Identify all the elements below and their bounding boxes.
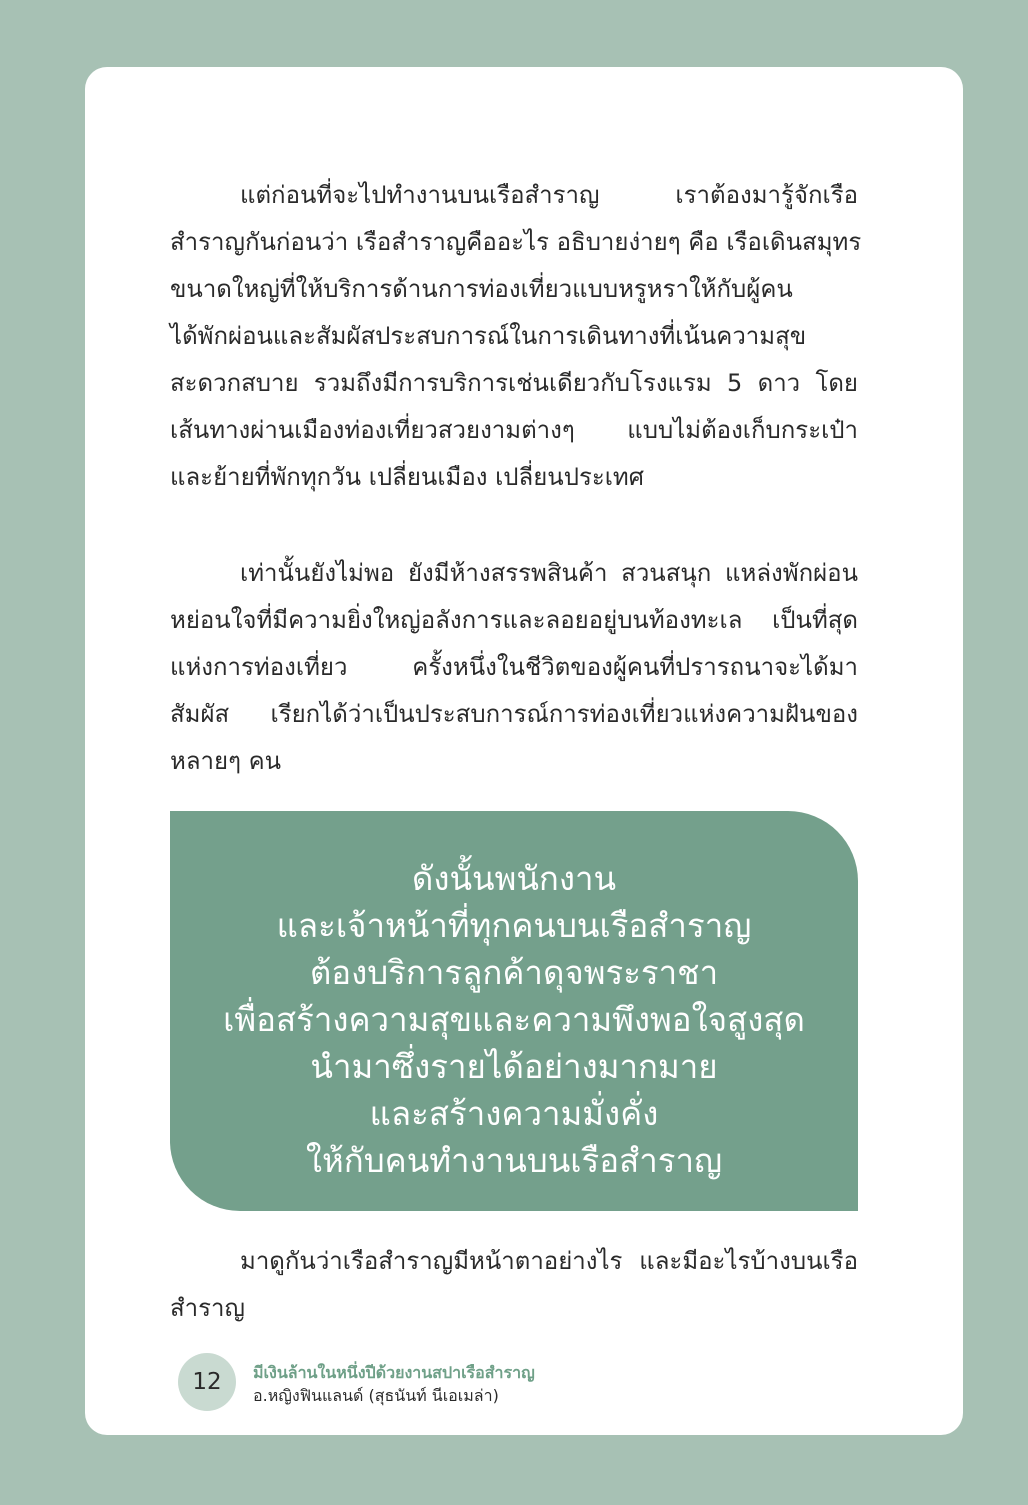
highlight-quote-box xyxy=(170,811,858,1211)
body-paragraph-2 xyxy=(170,550,858,785)
paragraph-line: สัมผัส เรียกได้ว่าเป็นประสบการณ์การท่องเที่ยวแห่งความฝันของ xyxy=(170,700,858,728)
highlight-line: ดังนั้นพนักงาน xyxy=(411,859,617,898)
highlight-line: และเจ้าหน้าที่ทุกคนบนเรือสำราญ xyxy=(276,906,752,945)
paragraph-line: เท่านั้นยังไม่พอ ยังมีห้างสรรพสินค้า สวนสนุก แหล่งพักผ่อน xyxy=(240,559,858,587)
highlight-line: นำมาซึ่งรายได้อย่างมากมาย xyxy=(310,1047,718,1086)
paragraph-line: หลายๆ คน xyxy=(170,747,282,775)
paragraph-line: หย่อนใจที่มีความยิ่งใหญ่อลังการและลอยอยู่บนท้องทะเล เป็นที่สุด xyxy=(170,606,858,634)
paragraph-line: สะดวกสบาย รวมถึงมีการบริการเช่นเดียวกับโรงแรม 5 ดาว โดย xyxy=(170,369,858,397)
paragraph-line: แต่ก่อนที่จะไปทำงานบนเรือสำราญ เราต้องมารู้จักเรือ xyxy=(240,181,858,209)
highlight-line: เพื่อสร้างความสุขและความพึงพอใจสูงสุด xyxy=(223,1000,805,1039)
paragraph-line: แห่งการท่องเที่ยว ครั้งหนึ่งในชีวิตของผู้คนที่ปรารถนาจะได้มา xyxy=(170,653,858,681)
paragraph-line: ได้พักผ่อนและสัมผัสประสบการณ์ในการเดินทางที่เน้นความสุข xyxy=(170,322,807,350)
paragraph-line: เส้นทางผ่านเมืองท่องเที่ยวสวยงามต่างๆ แบบไม่ต้องเก็บกระเป๋า xyxy=(170,416,858,444)
book-title: มีเงินล้านในหนึ่งปีด้วยงานสปาเรือสำราญ xyxy=(253,1363,535,1382)
page-number: 12 xyxy=(178,1353,236,1411)
body-paragraph-1 xyxy=(170,172,862,501)
paragraph-line: สำราญ xyxy=(170,1294,245,1322)
highlight-line: และสร้างความมั่งคั่ง xyxy=(369,1094,659,1133)
paragraph-line: มาดูกันว่าเรือสำราญมีหน้าตาอย่างไร และมีอะไรบ้างบนเรือ xyxy=(240,1247,858,1275)
highlight-line: ให้กับคนทำงานบนเรือสำราญ xyxy=(305,1141,723,1180)
paragraph-line: สำราญกันก่อนว่า เรือสำราญคืออะไร อธิบายง่ายๆ คือ เรือเดินสมุทร xyxy=(170,228,862,256)
book-author: อ.หญิงฟินแลนด์ (สุธนันท์ นีเอเมล่า) xyxy=(253,1386,499,1405)
paragraph-line: และย้ายที่พักทุกวัน เปลี่ยนเมือง เปลี่ยนประเทศ xyxy=(170,463,644,491)
paragraph-line: ขนาดใหญ่ที่ให้บริการด้านการท่องเที่ยวแบบหรูหราให้กับผู้คน xyxy=(170,275,793,303)
highlight-line: ต้องบริการลูกค้าดุจพระราชา xyxy=(309,953,719,992)
body-paragraph-3 xyxy=(170,1238,858,1332)
